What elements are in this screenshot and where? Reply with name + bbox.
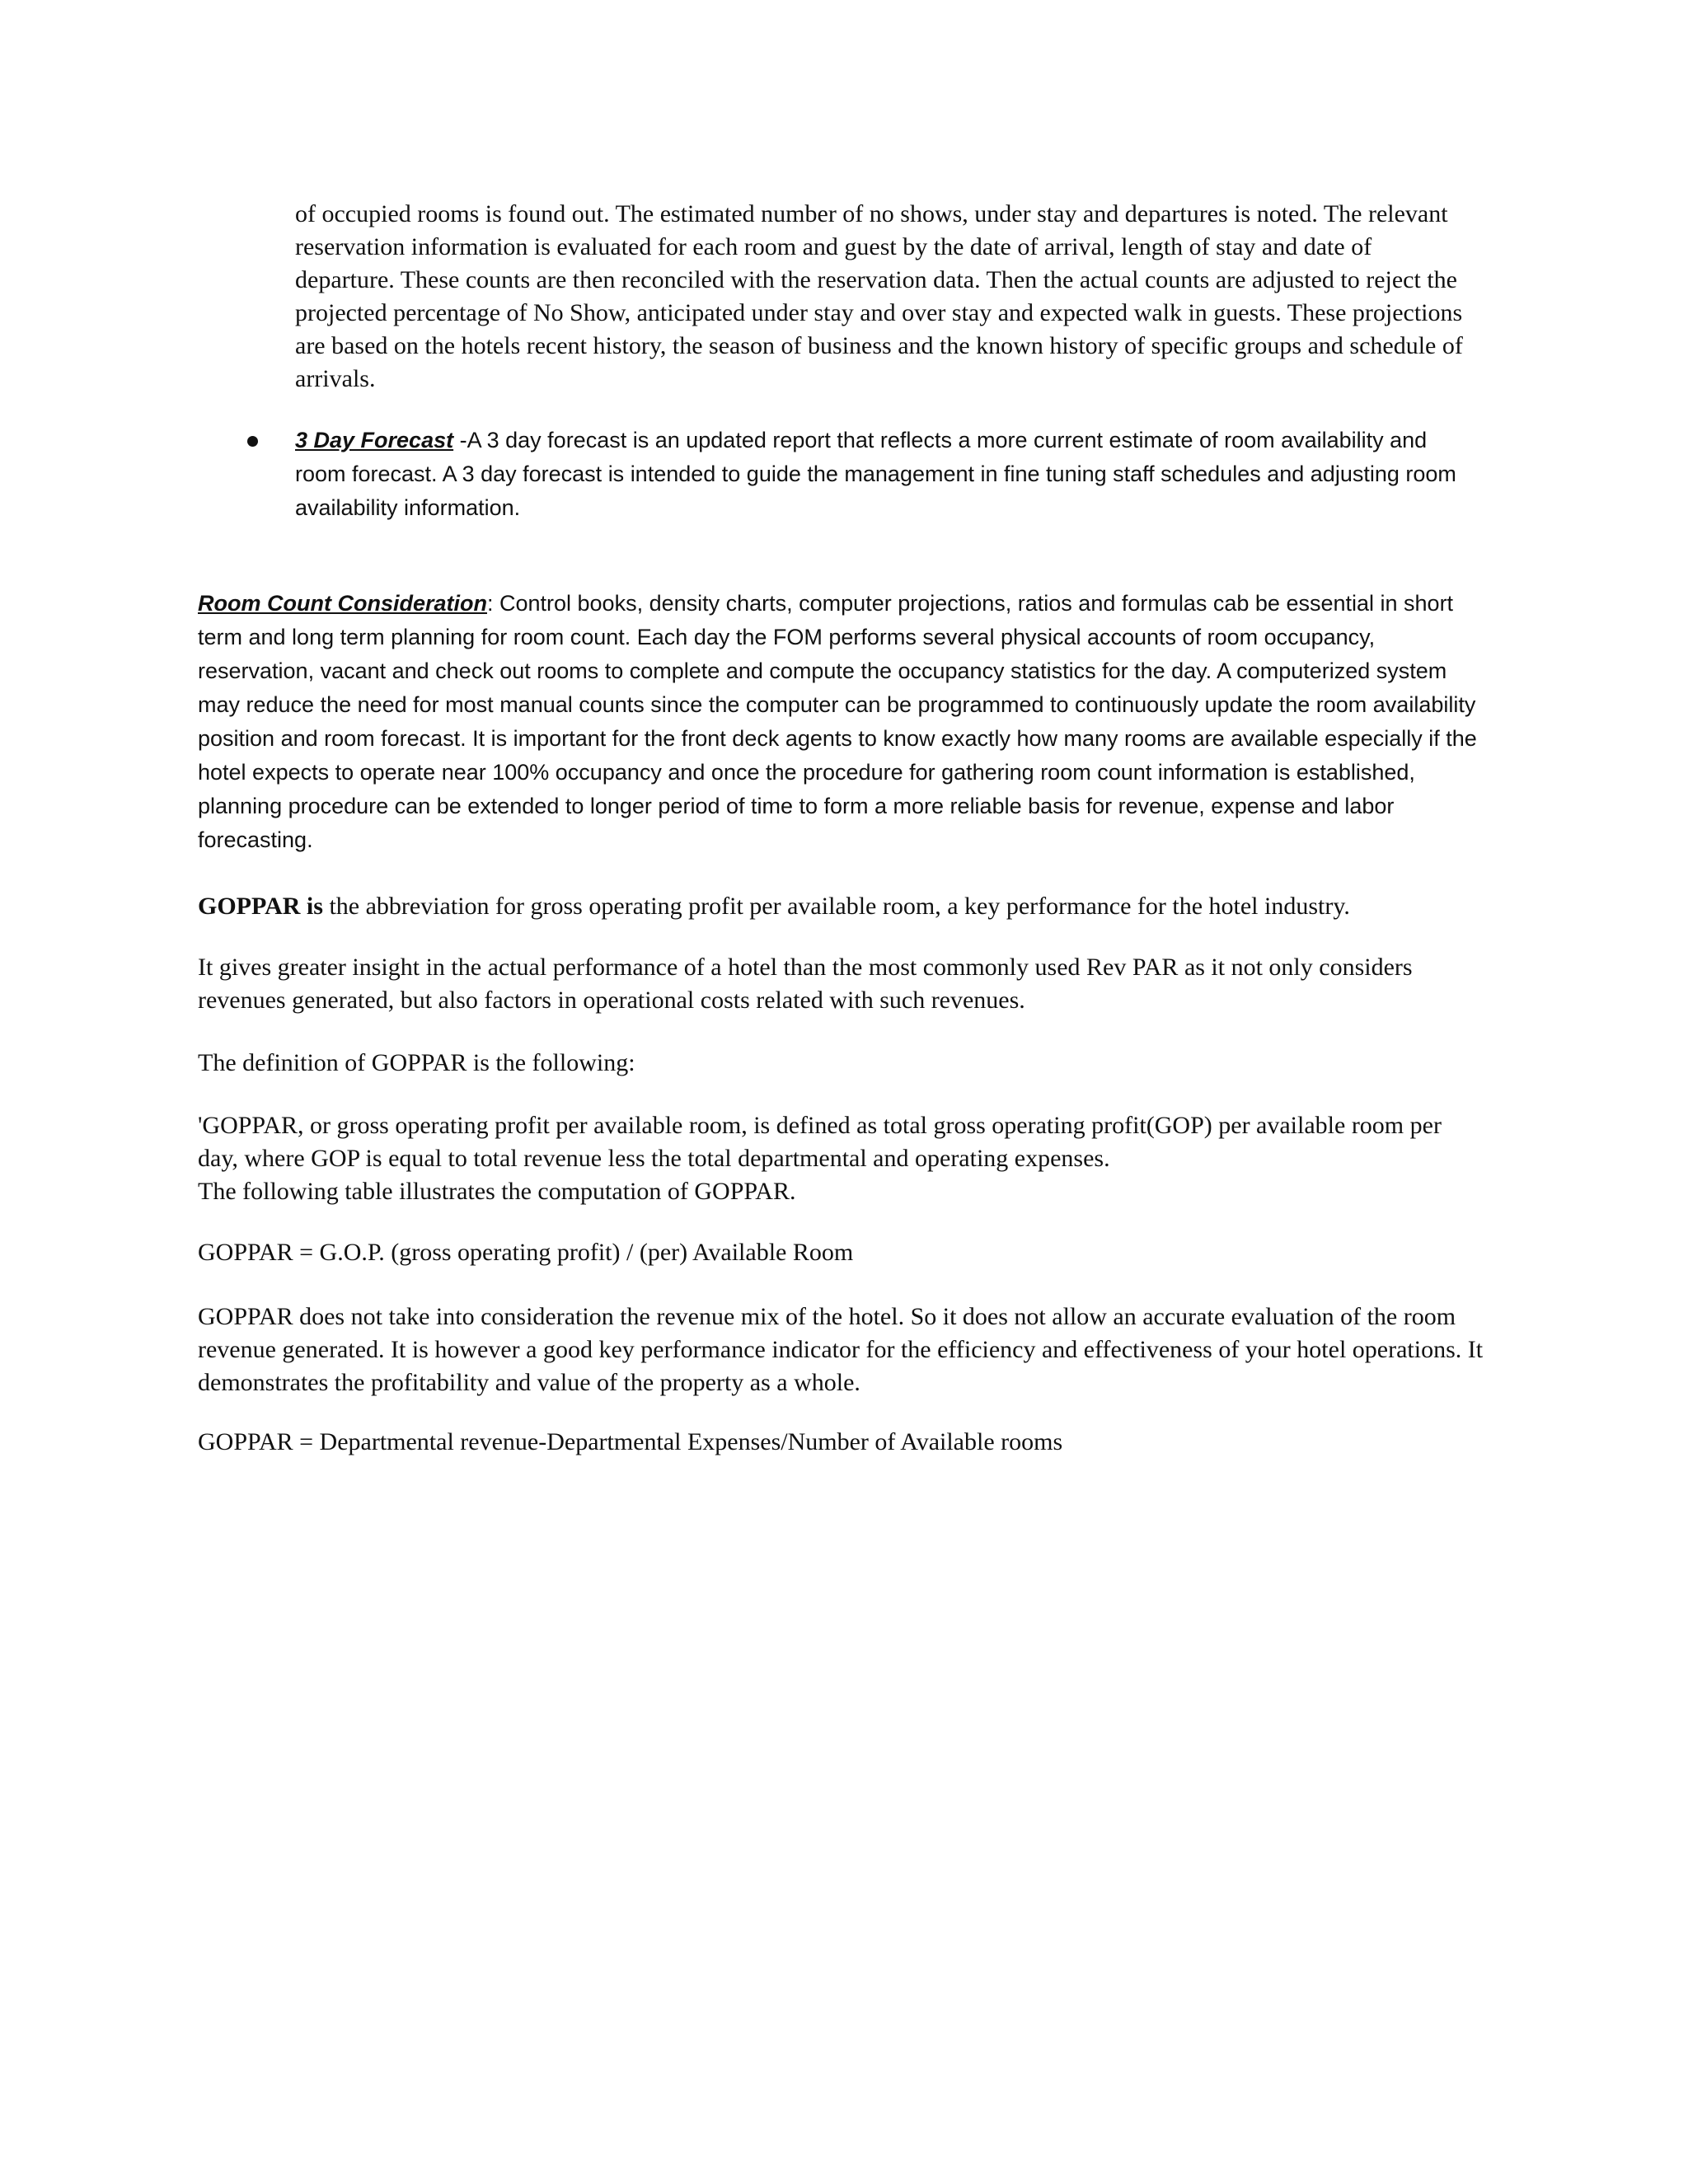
definition-quote: 'GOPPAR, or gross operating profit per available room, is defined as total gross operating profit(GOP) per available room per day, where GOP is equal to total revenue less the total departmental and operating expenses.	[198, 1112, 1442, 1172]
intro-paragraph: of occupied rooms is found out. The estimated number of no shows, under stay and departures is noted. The relevant reservation information is evaluated for each room and guest by the date of arrival, length of stay and date of departure. These counts are then reconciled with the reservation data. Then the actual counts are adjusted to reject the projected percentage of No Show, anticipated under stay and over stay and expected walk in guests. These projections are based on the hotels recent history, the season of business and the known history of specific groups and schedule of arrivals.	[295, 200, 1463, 392]
bullet-marker	[247, 436, 258, 447]
room-count-paragraph	[198, 587, 1484, 857]
forecast-bullet-item	[295, 424, 1474, 525]
table-note: The following table illustrates the computation of GOPPAR.	[198, 1178, 796, 1205]
forecast-description: -A 3 day forecast is an updated report that reflects a more current estimate of room availability and room forecast. A 3 day forecast is intended to guide the management in fine tuning staff schedules and adjusting room availability information.	[295, 428, 1456, 520]
goppar-intro-term: GOPPAR is	[198, 893, 323, 920]
insight-paragraph: It gives greater insight in the actual performance of a hotel than the most commonly used Rev PAR as it not only considers revenues generated, but also factors in operational costs related with such revenues.	[198, 954, 1413, 1014]
goppar-intro-paragraph	[198, 890, 1484, 923]
definition-intro: The definition of GOPPAR is the following:	[198, 1049, 635, 1076]
forecast-term: 3 Day Forecast	[295, 428, 454, 452]
goppar-formula-2: GOPPAR = Departmental revenue-Departmental Expenses/Number of Available rooms	[198, 1428, 1063, 1455]
room-count-term: Room Count Consideration	[198, 591, 487, 616]
evaluation-paragraph: GOPPAR does not take into consideration the revenue mix of the hotel. So it does not allow an accurate evaluation of the room revenue generated. It is however a good key performance indicator for the efficiency and effectiveness of your hotel operations. It demonstrates the profitability and value of the property as a whole.	[198, 1303, 1484, 1396]
goppar-formula-1: GOPPAR = G.O.P. (gross operating profit) / (per) Available Room	[198, 1239, 854, 1266]
room-count-description: : Control books, density charts, computer projections, ratios and formulas cab be essential in short term and long term planning for room count. Each day the FOM performs several physical accounts of room occupancy, reservation, vacant and check out rooms to complete and compute the occupancy statistics for the day. A computerized system may reduce the need for most manual counts since the computer can be programmed to continuously update the room availability position and room forecast. It is important for the front deck agents to know exactly how many rooms are available especially if the hotel expects to operate near 100% occupancy and once the procedure for gathering room count information is established, planning procedure can be extended to longer period of time to form a more reliable basis for revenue, expense and labor forecasting.	[198, 591, 1477, 852]
goppar-intro-description: the abbreviation for gross operating profit per available room, a key performance for the hotel industry.	[322, 893, 1350, 920]
